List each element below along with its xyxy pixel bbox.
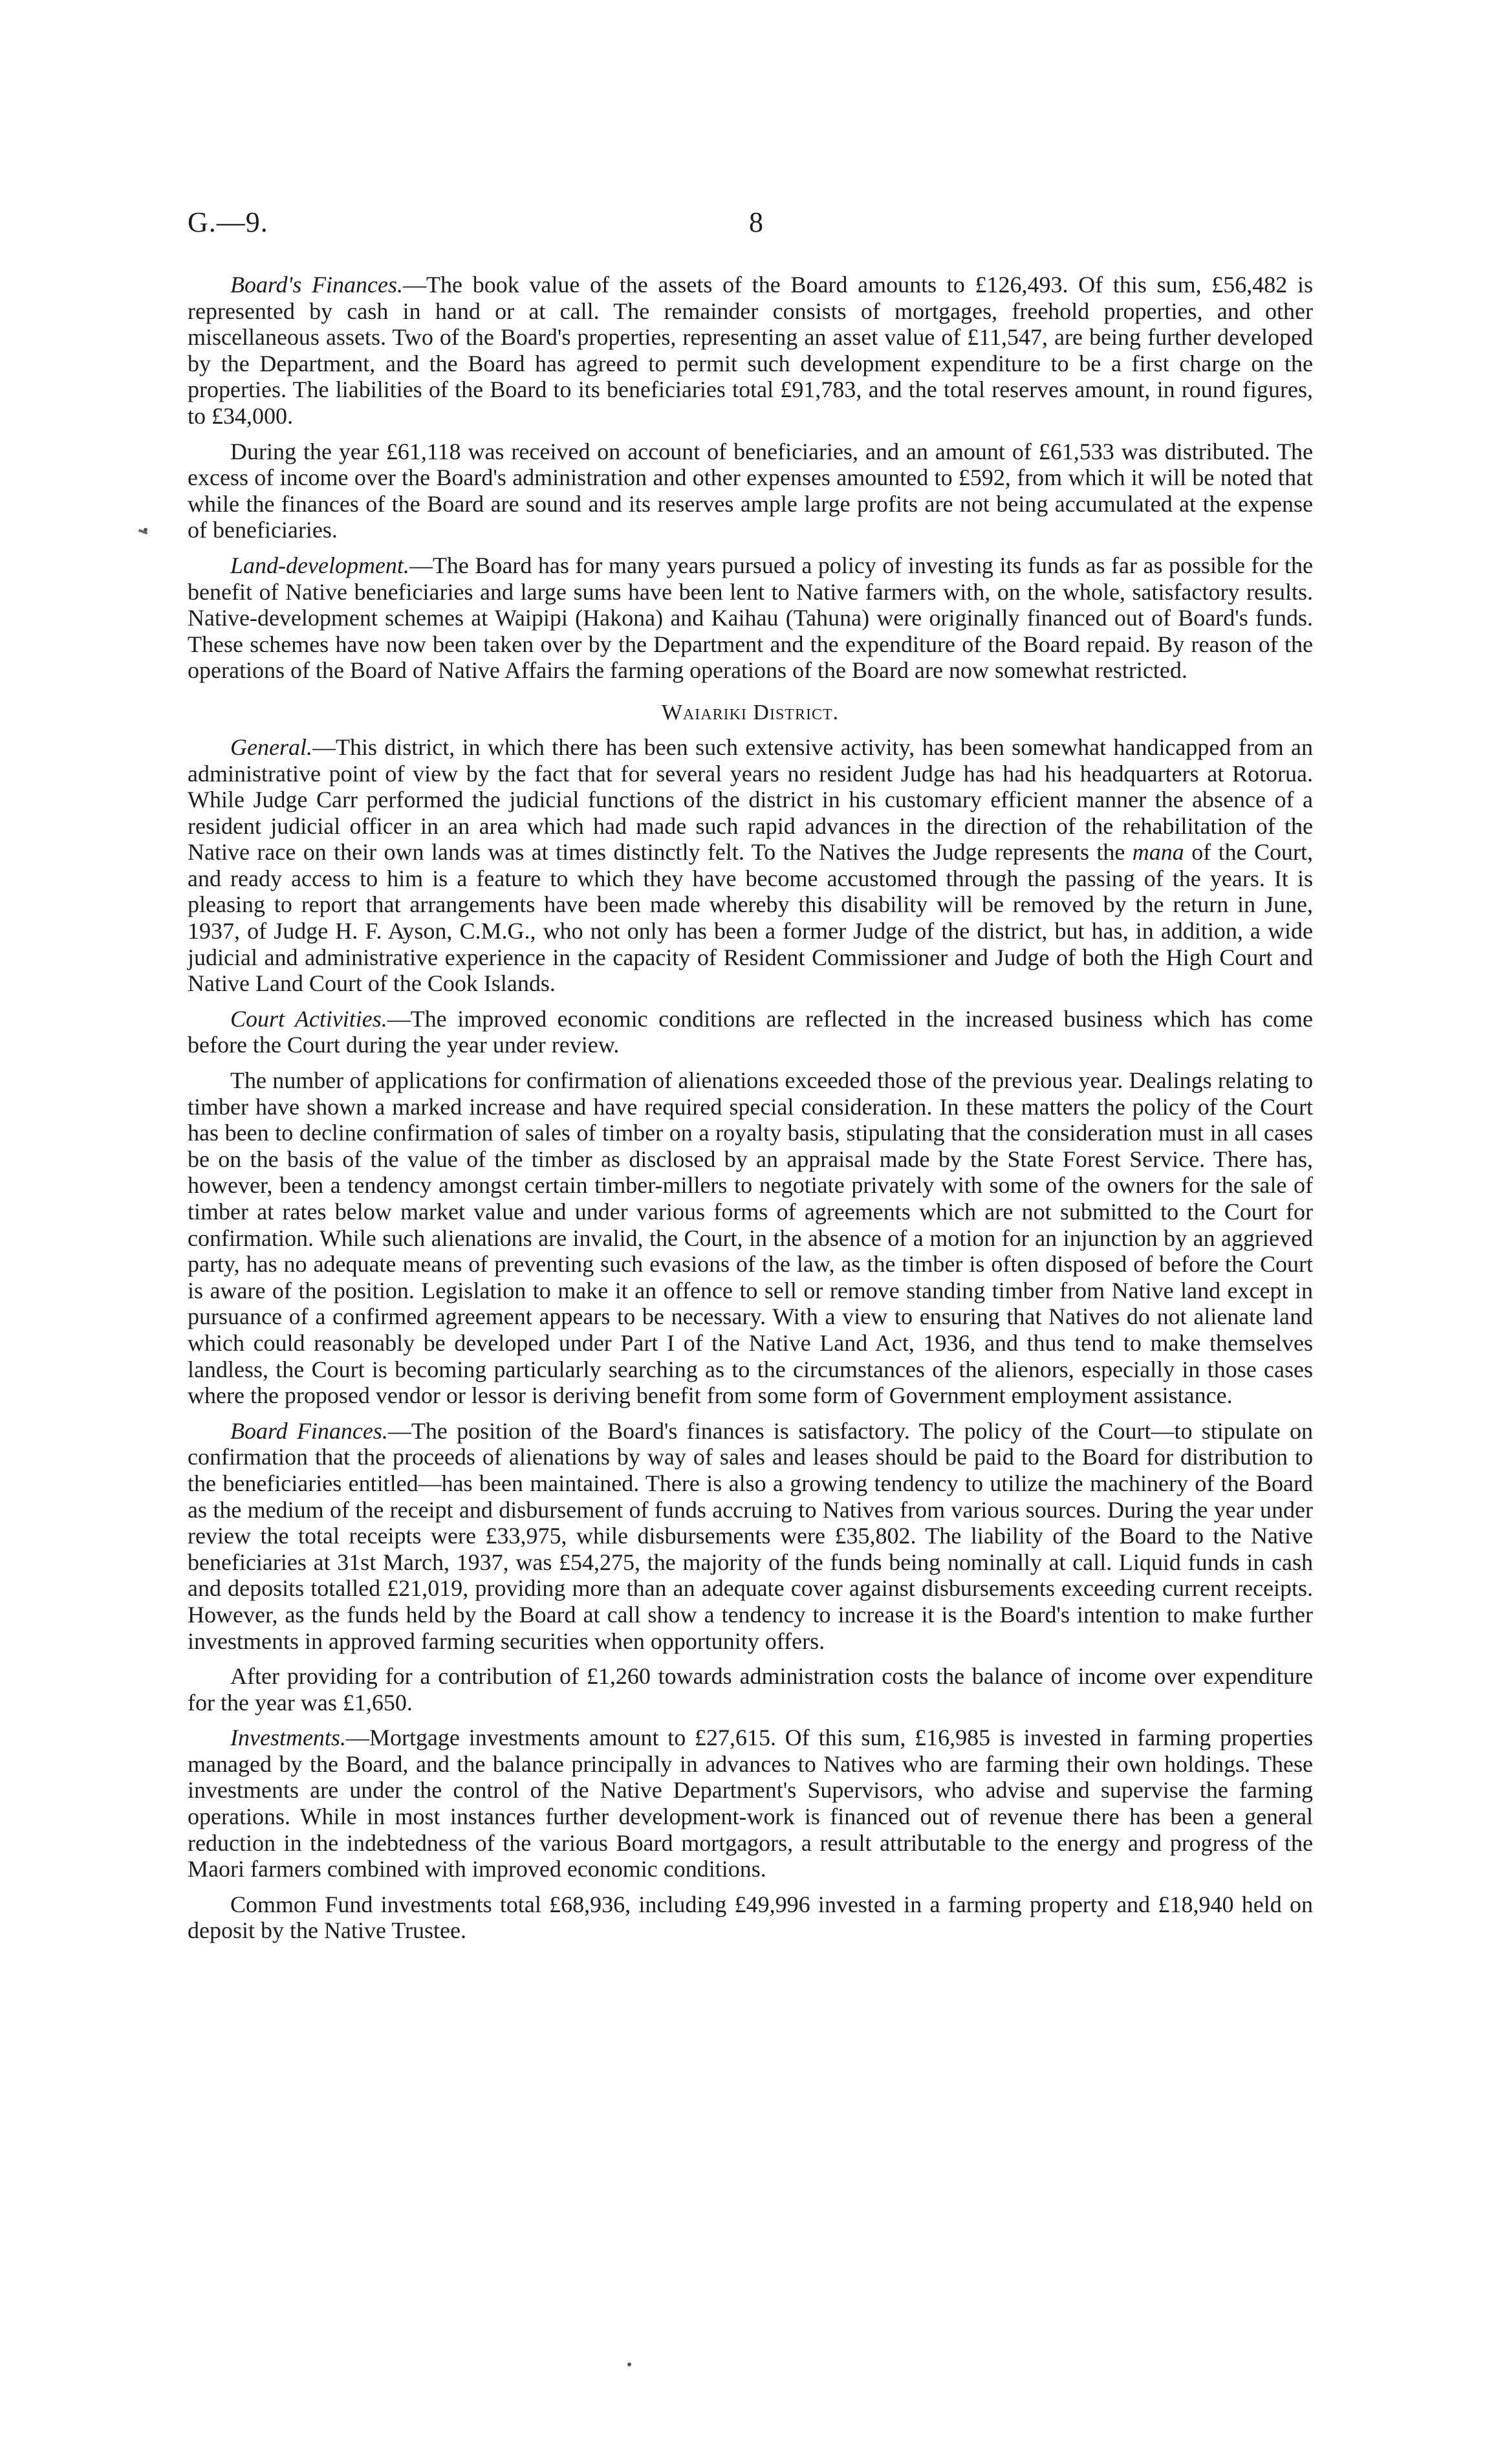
paragraph-land-development [188, 552, 1313, 684]
paragraph-text: The number of applications for confirmation of alienations exceeded those of the previous year. Dealings relating to timber have shown a marked increase and have required special consideration. In these matters the policy of the Court has been to decline confirmation of sales of timber on a royalty basis, stipulating that the consideration must in all cases be on the basis of the value of the timber as disclosed by an appraisal made by the State Forest Service. There has, however, been a tendency amongst certain timber-millers to negotiate privately with some of the owners for the sale of timber at rates below market value and under various forms of agreements which are not submitted to the Court for confirmation. While such alienations are invalid, the Court, in the absence of a motion for an injunction by an aggrieved party, has no adequate means of preventing such evasions of the law, as the timber is often disposed of before the Court is aware of the position. Legislation to make it an offence to sell or remove standing timber from Native land except in pursuance of a confirmed agreement appears to be necessary. With a view to ensuring that Natives do not alienate land which could reasonably be developed under Part I of the Native Land Act, 1936, and thus tend to make themselves landless, the Court is becoming particularly searching as to the circumstances of the alienors, especially in those cases where the proposed vendor or lessor is deriving benefit from some form of Government employment assistance. [188, 1067, 1313, 1409]
paragraph-lead: Court Activities. [230, 1005, 387, 1032]
section-heading: Waiariki District. [661, 700, 840, 725]
paragraph-lead: General. [230, 734, 312, 760]
paragraph-common-fund [188, 1892, 1313, 1944]
paragraph-lead: Board Finances. [230, 1417, 388, 1444]
paragraph-text: During the year £61,118 was received on account of beneficiaries, and an amount of £61,533 was distributed. The excess of income over the Board's administration and other expenses amounted to £592, from which it will be noted that while the finances of the Board are sound and its reserves ample large profits are not being accumulated at the expense of beneficiaries. [188, 438, 1313, 543]
paragraph-general [188, 734, 1313, 997]
page-header [188, 206, 1313, 245]
paragraph-text: —The improved economic conditions are reflected in the increased business which has come before the Court during the year under review. [188, 1005, 1313, 1058]
page-number: 8 [749, 206, 763, 238]
paragraph-lead: Board's Finances. [230, 272, 404, 298]
document-reference: G.—9. [188, 206, 268, 238]
paragraph-board-finances [188, 272, 1313, 430]
paragraph-alienations [188, 1067, 1313, 1409]
paragraph-board-finances-waiariki [188, 1418, 1313, 1654]
paragraph-investments [188, 1725, 1313, 1882]
paragraph-text: —This district, in which there has been such extensive activity, has been somewhat handicapped from an administrative point of view by the fact that for several years no resident Judge has had his headquarters at Rotorua. While Judge Carr performed the judicial functions of the district in his customary efficient manner the absence of a resident judicial officer in an area which had made such rapid advances in the direction of the rehabilitation of the Native race on their own lands was at times distinctly felt. To the Natives the Judge represents the [188, 734, 1313, 866]
paragraph-text: —Mortgage investments amount to £27,615. Of this sum, £16,985 is invested in farming properties managed by the Board, and the balance principally in advances to Natives who are farming their own holdings. These investments are under the control of the Native Department's Supervisors, who advise and supervise the farming operations. While in most instances further development-work is financed out of revenue there has been a general reduction in the indebtedness of the various Board mortgagors, a result attributable to the energy and progress of the Maori farmers combined with improved economic conditions. [188, 1725, 1313, 1882]
bottom-mark [627, 2362, 631, 2366]
italic-term: mana [1132, 839, 1184, 866]
paragraph-text: of the Court, and ready access to him is a feature to which they have become accustomed through the passing of the years. It is pleasing to report that arrangements have been made whereby this disability will be removed by the return in June, 1937, of Judge H. F. Ayson, C.M.G., who not only has been a former Judge of the district, but has, in addition, a wide judicial and administrative experience in the capacity of Resident Commissioner and Judge of both the High Court and Native Land Court of the Cook Islands. [188, 839, 1313, 997]
paragraph-text: —The book value of the assets of the Board amounts to £126,493. Of this sum, £56,482 is represented by cash in hand or at call. The remainder consists of mortgages, freehold properties, and other miscellaneous assets. Two of the Board's properties, representing an asset value of £11,547, are being further developed by the Department, and the Board has agreed to permit such development expenditure to be a first charge on the properties. The liabilities of the Board to its beneficiaries total £91,783, and the total reserves amount, in round figures, to £34,000. [188, 272, 1313, 429]
paragraph-text: —The position of the Board's finances is satisfactory. The policy of the Court—to stipulate on confirmation that the proceeds of alienations by way of sales and leases should be paid to the Board for distribution to the beneficiaries entitled—has been maintained. There is also a growing tendency to utilize the machinery of the Board as the medium of the receipt and disbursement of funds accruing to Natives from various sources. During the year under review the total receipts were £33,975, while disbursements were £35,802. The liability of the Board to the Native beneficiaries at 31st March, 1937, was £54,275, the majority of the funds being nominally at call. Liquid funds in cash and deposits totalled £21,019, providing more than an adequate cover against disbursements exceeding current receipts. However, as the funds held by the Board at call show a tendency to increase it is the Board's intention to make further investments in approved farming securities when opportunity offers. [188, 1417, 1313, 1654]
paragraph-text: —The Board has for many years pursued a policy of investing its funds as far as possible for the benefit of Native beneficiaries and large sums have been lent to Native farmers with, on the whole, satisfactory results. Native-development schemes at Waipipi (Hakona) and Kaihau (Tahuna) were originally financed out of Board's funds. These schemes have now been taken over by the Department and the expenditure of the Board repaid. By reason of the operations of the Board of Native Affairs the farming operations of the Board are now somewhat restricted. [188, 552, 1313, 684]
paragraph-contribution [188, 1663, 1313, 1716]
paragraph-receipts [188, 439, 1313, 543]
paragraph-text: Common Fund investments total £68,936, including £49,996 invested in a farming property and £18,940 held on deposit by the Native Trustee. [188, 1891, 1313, 1944]
document-body [188, 272, 1313, 1953]
paragraph-text: After providing for a contribution of £1,260 towards administration costs the balance of income over expenditure for the year was £1,650. [188, 1663, 1313, 1716]
paragraph-lead: Land-development. [230, 552, 409, 578]
paragraph-lead: Investments. [230, 1725, 346, 1751]
paragraph-court-activities [188, 1006, 1313, 1058]
